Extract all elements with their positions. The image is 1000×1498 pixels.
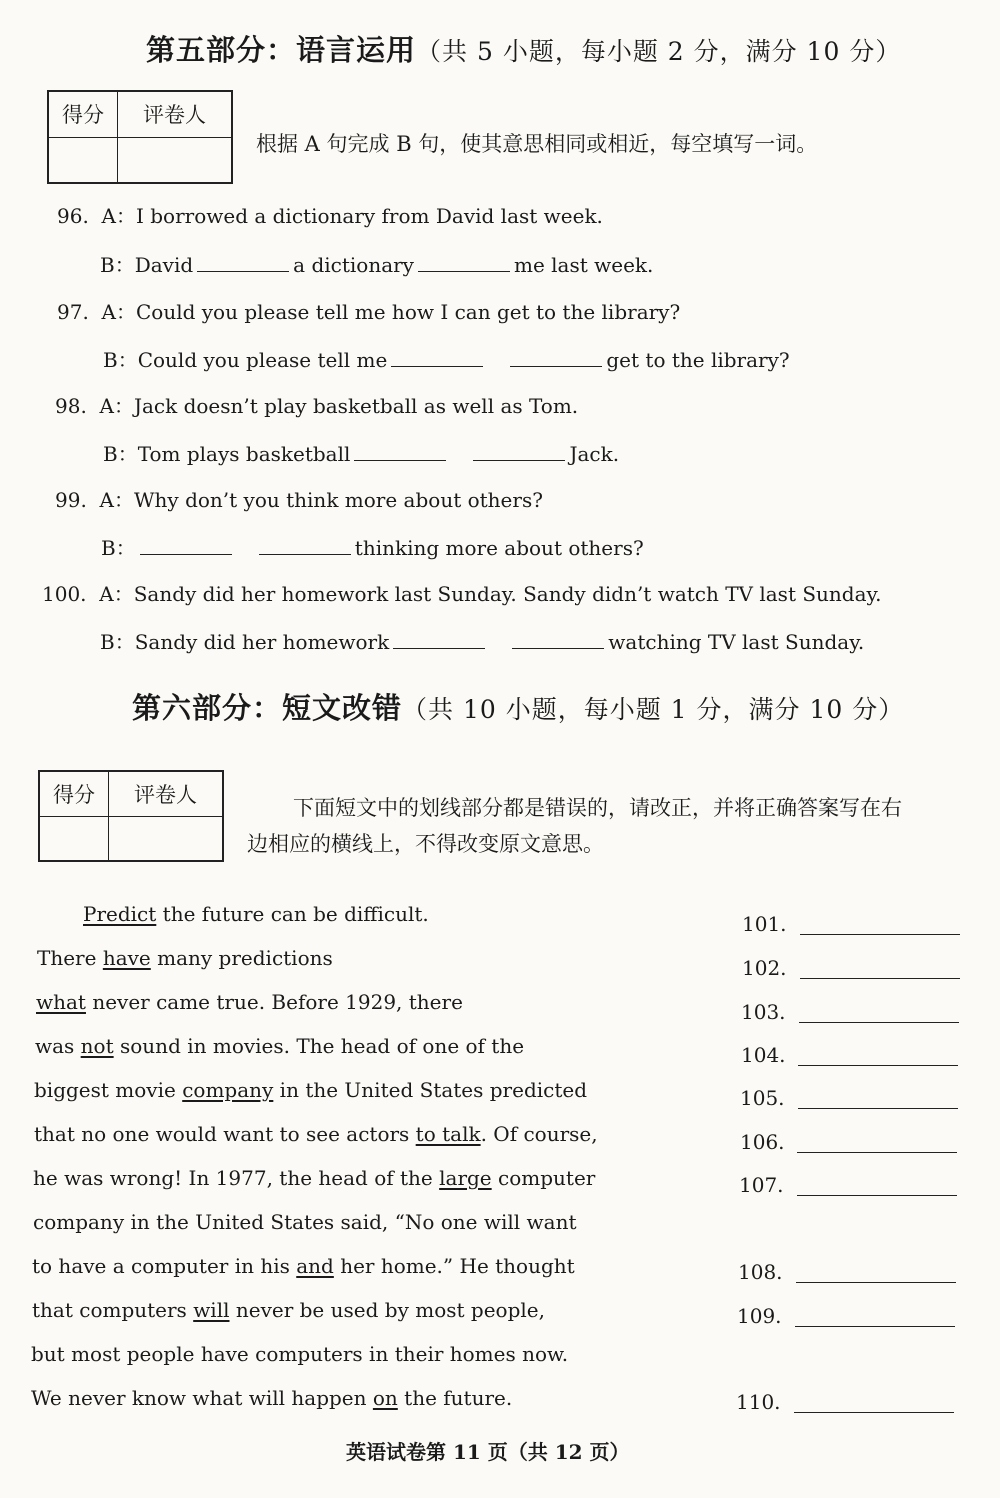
error-word-103: what bbox=[36, 990, 86, 1014]
passage-line: he was wrong! In 1977, the head of the large computer bbox=[33, 1166, 596, 1190]
passage-line: There have many predictions bbox=[37, 946, 333, 970]
passage-line: that computers will never be used by most people, bbox=[32, 1298, 545, 1322]
part5-instruction: 根据 A 句完成 B 句，使其意思相同或相近，每空填写一词。 bbox=[256, 132, 818, 156]
part6-score-box bbox=[38, 770, 224, 862]
question-100-b: B：Sandy did her homework watching TV last Sunday. bbox=[100, 630, 865, 654]
part5-title-main: 第五部分：语言运用 bbox=[146, 33, 417, 67]
passage-line: what never came true. Before 1929, there bbox=[36, 990, 463, 1014]
answer-line-108[interactable] bbox=[796, 1282, 956, 1283]
grader-label: 评卷人 bbox=[109, 771, 224, 816]
error-word-105: company bbox=[182, 1078, 274, 1102]
page-footer bbox=[346, 1436, 630, 1465]
answer-number: 103. bbox=[741, 1000, 786, 1024]
question-98-a: 98. A：Jack doesn’t play basketball as well as Tom. bbox=[55, 394, 579, 418]
error-word-110: on bbox=[372, 1386, 398, 1410]
footer-total-pages: （共 12 页） bbox=[507, 1440, 630, 1464]
error-word-101: Predict bbox=[83, 902, 157, 926]
blank-98-1[interactable] bbox=[354, 459, 446, 461]
passage-line: but most people have computers in their homes now. bbox=[31, 1342, 569, 1366]
score-label: 得分 bbox=[39, 771, 109, 816]
blank-99-2[interactable] bbox=[259, 553, 351, 555]
passage-line: Predict the future can be difficult. bbox=[83, 902, 429, 926]
part6-title-main: 第六部分：短文改错 bbox=[132, 691, 403, 725]
answer-line-101[interactable] bbox=[800, 934, 960, 935]
question-97-b: B：Could you please tell me get to the library? bbox=[103, 348, 790, 372]
blank-96-1[interactable] bbox=[197, 270, 289, 272]
answer-number: 109. bbox=[737, 1304, 782, 1328]
answer-line-107[interactable] bbox=[797, 1195, 957, 1196]
error-word-107: large bbox=[439, 1166, 492, 1190]
answer-number: 102. bbox=[742, 956, 787, 980]
blank-100-2[interactable] bbox=[512, 647, 604, 649]
blank-99-1[interactable] bbox=[140, 553, 232, 555]
part6-instruction-line2: 边相应的横线上，不得改变原文意思。 bbox=[247, 832, 604, 856]
passage-line: We never know what will happen on the future. bbox=[31, 1386, 513, 1410]
question-98-b: B：Tom plays basketball Jack. bbox=[103, 442, 620, 466]
part5-title bbox=[146, 28, 901, 69]
part6-title-paren: （共 10 小题，每小题 1 分，满分 10 分） bbox=[402, 695, 905, 724]
answer-number: 108. bbox=[738, 1260, 783, 1284]
score-label: 得分 bbox=[48, 91, 118, 137]
score-cell[interactable] bbox=[48, 137, 118, 183]
error-word-102: have bbox=[102, 946, 151, 970]
question-100-a: 100. A：Sandy did her homework last Sunday. Sandy didn’t watch TV last Sunday. bbox=[42, 582, 882, 606]
part6-instruction-line1: 下面短文中的划线部分都是错误的，请改正，并将正确答案写在右 bbox=[293, 796, 902, 820]
answer-number: 106. bbox=[740, 1130, 785, 1154]
answer-line-110[interactable] bbox=[794, 1412, 954, 1413]
passage-line: that no one would want to see actors to talk. Of course, bbox=[34, 1122, 598, 1146]
error-word-108: and bbox=[296, 1254, 334, 1278]
answer-number: 105. bbox=[740, 1086, 785, 1110]
passage-line: company in the United States said, “No one will want bbox=[33, 1210, 577, 1234]
blank-97-2[interactable] bbox=[510, 365, 602, 367]
question-96-a: 96. A：I borrowed a dictionary from David last week. bbox=[57, 204, 603, 228]
answer-line-103[interactable] bbox=[799, 1022, 959, 1023]
passage-line: biggest movie company in the United States predicted bbox=[34, 1078, 588, 1102]
question-99-a: 99. A：Why don’t you think more about others? bbox=[55, 488, 543, 512]
error-word-104: not bbox=[80, 1034, 114, 1058]
part6-title bbox=[132, 686, 904, 727]
answer-line-105[interactable] bbox=[798, 1108, 958, 1109]
answer-number: 101. bbox=[742, 912, 787, 936]
question-96-b: B：David a dictionary me last week. bbox=[100, 253, 654, 277]
grader-cell[interactable] bbox=[118, 137, 233, 183]
score-cell[interactable] bbox=[39, 816, 109, 861]
error-word-109: will bbox=[193, 1298, 230, 1322]
grader-cell[interactable] bbox=[109, 816, 224, 861]
passage-line: was not sound in movies. The head of one of the bbox=[35, 1034, 525, 1058]
answer-number: 110. bbox=[736, 1390, 781, 1414]
error-word-106: to talk bbox=[415, 1122, 481, 1146]
blank-96-2[interactable] bbox=[418, 270, 510, 272]
blank-97-1[interactable] bbox=[391, 365, 483, 367]
answer-line-106[interactable] bbox=[797, 1152, 957, 1153]
answer-line-109[interactable] bbox=[795, 1326, 955, 1327]
answer-line-102[interactable] bbox=[800, 978, 960, 979]
answer-number: 107. bbox=[739, 1173, 784, 1197]
blank-100-1[interactable] bbox=[393, 647, 485, 649]
footer-page-number: 英语试卷第 11 页 bbox=[346, 1440, 508, 1464]
grader-label: 评卷人 bbox=[118, 91, 233, 137]
question-97-a: 97. A：Could you please tell me how I can get to the library? bbox=[57, 300, 681, 324]
question-99-b: B： thinking more about others? bbox=[101, 536, 644, 560]
passage-line: to have a computer in his and her home.” He thought bbox=[32, 1254, 575, 1278]
answer-line-104[interactable] bbox=[798, 1065, 958, 1066]
part5-score-box bbox=[47, 90, 233, 184]
answer-number: 104. bbox=[741, 1043, 786, 1067]
part5-title-paren: （共 5 小题，每小题 2 分，满分 10 分） bbox=[416, 37, 902, 66]
blank-98-2[interactable] bbox=[473, 459, 565, 461]
